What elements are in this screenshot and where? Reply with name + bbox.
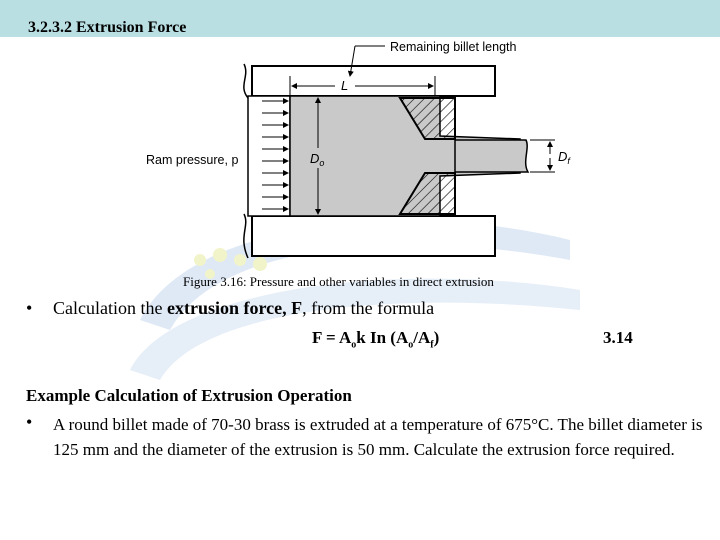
extrudate-diameter-label: $D_f$ — [558, 149, 570, 166]
container-top-wall — [252, 66, 495, 96]
remaining-billet-length-label: Remaining billet length — [390, 40, 517, 54]
extrudate-diameter-dimension — [530, 140, 555, 172]
extrusion-force-formula: $F = A_ok$ In $(A_o/A_f)$ — [312, 328, 440, 351]
figure-caption: Figure 3.16: Pressure and other variables in direct extrusion — [183, 274, 494, 289]
extrudate — [455, 140, 528, 172]
section-title: 3.2.3.2 Extrusion Force — [28, 19, 187, 36]
example-bullet-marker: • — [26, 412, 33, 432]
billet-diameter-label: $D_o$ — [310, 151, 325, 168]
example-problem-text: A round billet made of 70-30 brass is extruded at a temperature of 675°C. The billet diameter is 125 mm and the diameter of the extrusion is 50 mm. Calculate the extrusion force required. — [53, 415, 703, 459]
bullet-marker: • — [26, 298, 33, 318]
equation-number: 3.14 — [603, 328, 633, 347]
length-label: L — [341, 78, 349, 93]
example-heading: Example Calculation of Extrusion Operation — [26, 386, 352, 405]
container-bottom-wall — [252, 216, 495, 256]
ram-pressure-label: Ram pressure, p — [146, 153, 239, 167]
extrusion-diagram — [130, 36, 590, 266]
formula-intro-text: Calculation the extrusion force, F, from the formula — [53, 298, 435, 318]
ram — [248, 96, 290, 216]
